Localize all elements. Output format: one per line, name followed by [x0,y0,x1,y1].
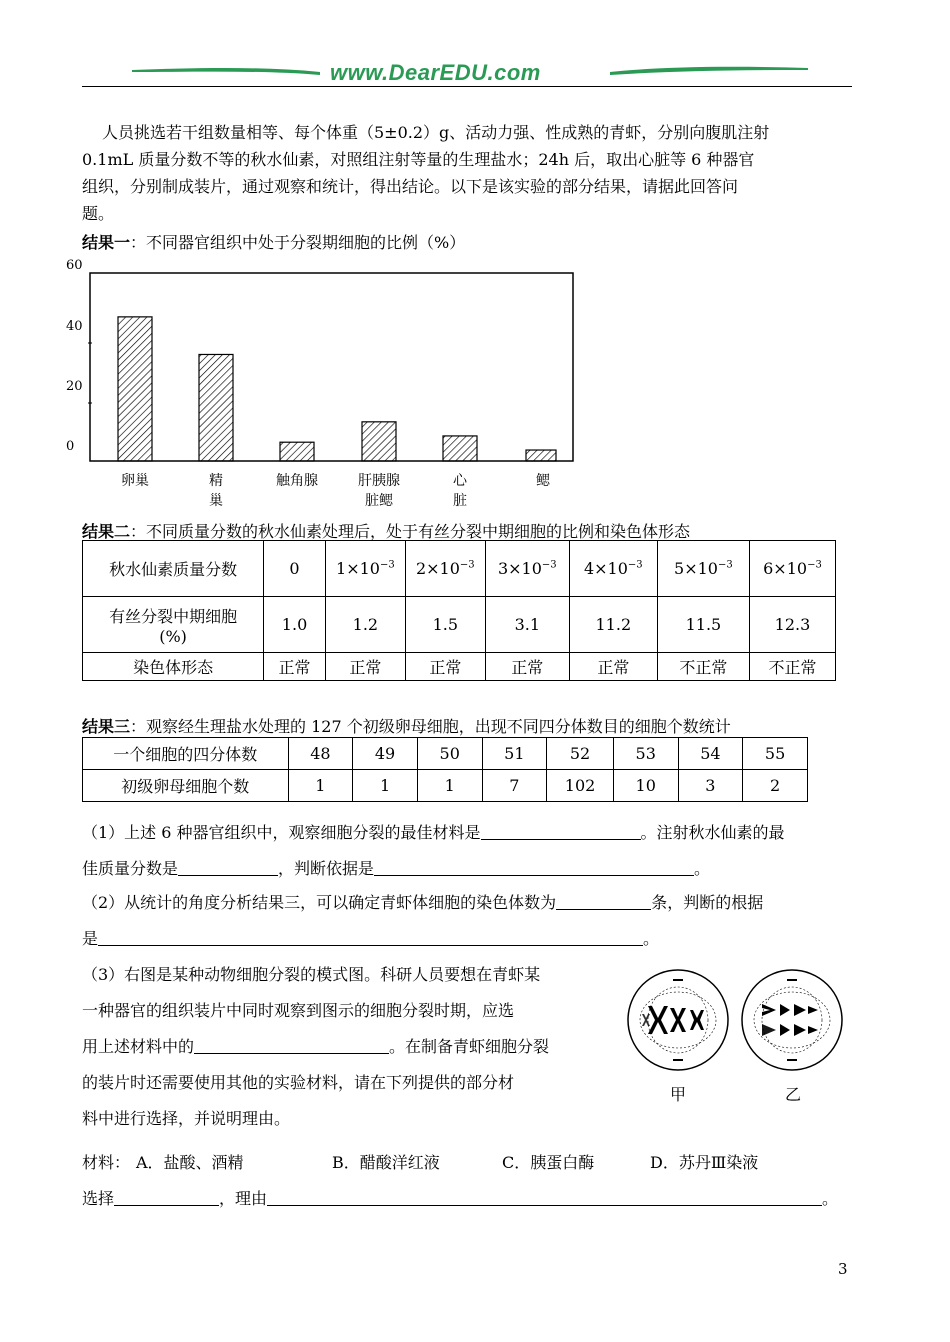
table-cell: 3.1 [485,597,569,653]
table-cell: 正常 [264,653,326,681]
x-category-label: 卵巢 [121,473,149,489]
table-cell: 10 [613,770,678,802]
result2-label: 结果二 [82,522,131,541]
y-tick-label: 20 [66,379,83,394]
table-cell: 1 [417,770,482,802]
x-category-label: 肝胰腺 [358,473,400,489]
result2-title: ：不同质量分数的秋水仙素处理后，处于有丝分裂中期细胞的比例和染色体形态 [130,522,691,541]
choice-line: 选择 ，理由 。 [82,1189,839,1208]
intro-line-2: 0.1mL 质量分数不等的秋水仙素，对照组注射等量的生理盐水；24h 后，取出心脏等 6 种器官 [82,150,755,169]
table-cell: 52 [547,738,614,770]
x-category-label: 心 [453,473,467,489]
x-category-label: 触角腺 [276,473,318,489]
result1-title: ：不同器官组织中处于分裂期细胞的比例（%） [130,233,466,252]
intro-paragraph [82,119,852,227]
result3-table [82,737,808,802]
table-cell: $6\times 10^{-3}$ [749,541,835,597]
question-2: （2）从统计的角度分析结果三，可以确定青虾体细胞的染色体数为 条，判断的根据 是 。 [82,893,764,948]
table-cell: $3\times 10^{-3}$ [485,541,569,597]
table-row [83,738,808,770]
figure-label-jia: 甲 [670,1085,687,1104]
table-row [83,653,836,681]
result3-label: 结果三 [82,717,131,736]
chart-frame [90,273,573,461]
x-category-label: 脏 [453,493,467,509]
figure-label-yi: 乙 [785,1085,802,1104]
answer-blank[interactable] [374,859,694,876]
table-cell: 51 [482,738,547,770]
result3-title: ：观察经生理盐水处理的 127 个初级卵母细胞，出现不同四分体数目的细胞个数统计 [130,717,731,736]
y-tick-label: 0 [66,439,75,454]
result2-table [82,540,836,681]
table-cell: 1 [288,770,353,802]
table-cell: 正常 [485,653,569,681]
table-cell: 49 [353,738,418,770]
bar-4 [362,422,396,461]
table-cell: 1.5 [405,597,485,653]
table-cell: 11.5 [657,597,749,653]
result1-label: 结果一 [82,233,131,252]
answer-blank[interactable] [178,859,278,876]
answer-blank[interactable] [194,1037,389,1054]
table-cell: 正常 [569,653,657,681]
y-tick-label: 40 [66,319,83,334]
row-label: 秋水仙素质量分数 [83,541,264,597]
materials-line [82,1150,862,1174]
table-cell: 正常 [405,653,485,681]
option-d[interactable]: D．苏丹Ⅲ染液 [650,1153,759,1172]
bar-5 [443,436,477,461]
answer-blank[interactable] [556,893,651,910]
choice-blank[interactable] [114,1189,219,1206]
result2-heading [82,519,690,542]
table-cell: 11.2 [569,597,657,653]
header-rule [82,86,852,87]
question-1: （1）上述 6 种器官组织中，观察细胞分裂的最佳材料是 。注射秋水仙素的最 佳质量分数是 ，判断依据是 。 [82,823,785,878]
row-label: 染色体形态 [83,653,264,681]
reason-blank[interactable] [267,1189,822,1206]
y-tick-label: 60 [66,258,83,273]
table-cell: $4\times 10^{-3}$ [569,541,657,597]
table-cell: 54 [678,738,743,770]
cell-yi [742,970,842,1070]
result1-heading [82,230,465,253]
row-label: 初级卵母细胞个数 [83,770,289,802]
table-cell: 7 [482,770,547,802]
table-cell: 1 [353,770,418,802]
materials-label: 材料： [82,1153,131,1172]
bar-1 [118,317,152,461]
option-a[interactable]: A．盐酸、酒精 [136,1153,244,1172]
cell-division-figure [622,960,847,1110]
table-cell: 12.3 [749,597,835,653]
answer-blank[interactable] [481,823,641,840]
table-cell: 不正常 [657,653,749,681]
x-category-label: 脏鳃 [365,493,393,509]
table-cell: $2\times 10^{-3}$ [405,541,485,597]
bar-chart [60,255,590,515]
table-cell: $5\times 10^{-3}$ [657,541,749,597]
bar-6 [526,450,556,461]
cell-jia [628,970,728,1070]
table-cell: 1.0 [264,597,326,653]
table-cell: 1.2 [325,597,405,653]
table-cell: 102 [547,770,614,802]
x-category-label: 巢 [209,493,223,509]
option-b[interactable]: B．醋酸洋红液 [332,1153,440,1172]
table-cell: 0 [264,541,326,597]
table-cell: 2 [743,770,808,802]
table-cell: 48 [288,738,353,770]
table-cell: 不正常 [749,653,835,681]
row-label: 有丝分裂中期细胞 (%) [83,597,264,653]
page-number: 3 [838,1260,848,1278]
table-cell: 50 [417,738,482,770]
table-row [83,770,808,802]
bar-3 [280,442,314,461]
table-row [83,541,836,597]
table-cell: 正常 [325,653,405,681]
question-3: （3）右图是某种动物细胞分裂的模式图。科研人员要想在青虾某 一种器官的组织装片中同时观察到图示的细胞分裂时期，应选 用上述材料中的 。在制备青虾细胞分裂 的装片时还需要使用其他的实验材料，请在下列提供的部分材 料中进行选择，并说明理由。 [82,965,550,1128]
option-c[interactable]: C．胰蛋白酶 [502,1153,595,1172]
table-cell: 3 [678,770,743,802]
x-category-label: 鳃 [536,473,550,489]
table-cell: 55 [743,738,808,770]
table-cell: $1\times 10^{-3}$ [325,541,405,597]
intro-line-3: 组织，分别制成装片，通过观察和统计，得出结论。以下是该实验的部分结果，请据此回答问 [82,177,739,196]
table-row [83,597,836,653]
intro-line-4: 题。 [82,204,115,223]
result3-heading [82,714,731,737]
row-label: 一个细胞的四分体数 [83,738,289,770]
bar-2 [199,354,233,461]
answer-blank[interactable] [98,929,643,946]
header-site-name: www.DearEDU.com [330,60,541,85]
x-category-label: 精 [209,473,223,489]
intro-line-1: 人员挑选若干组数量相等、每个体重（5±0.2）g、活动力强、性成熟的青虾，分别向腹肌注射 [102,123,770,142]
table-cell: 53 [613,738,678,770]
